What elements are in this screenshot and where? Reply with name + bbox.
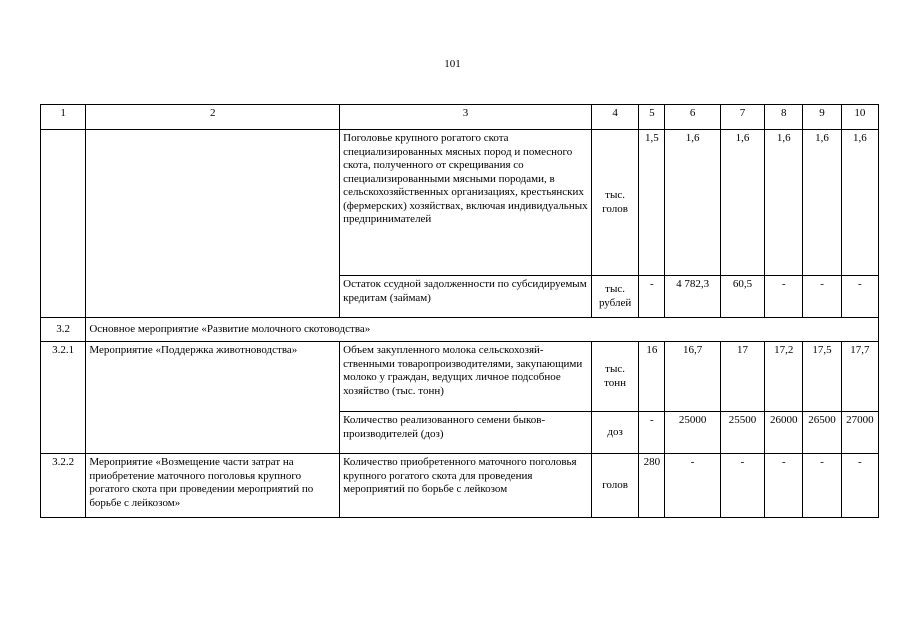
measures-table	[40, 104, 879, 518]
page-number: 101	[444, 58, 461, 70]
number-cell: 3.2	[41, 318, 86, 342]
value-cell: 26500	[803, 412, 841, 454]
value-cell: -	[841, 454, 878, 518]
header-cell: 8	[765, 105, 803, 130]
unit-cell: тыс. голов	[591, 130, 638, 276]
value-cell: 1,6	[841, 130, 878, 276]
value-cell: 4 782,3	[665, 276, 720, 318]
number-cell: 3.2.1	[41, 342, 86, 454]
value-cell: 25000	[665, 412, 720, 454]
value-cell: -	[720, 454, 764, 518]
value-cell: 17,2	[765, 342, 803, 412]
unit-cell: доз	[591, 412, 638, 454]
unit-cell: тыс. тонн	[591, 342, 638, 412]
header-cell: 2	[86, 105, 340, 130]
value-cell: 17,7	[841, 342, 878, 412]
section-title: Основное мероприятие «Развитие молочного скотоводства»	[86, 318, 879, 342]
value-cell: -	[803, 454, 841, 518]
indicator-cell: Объем закупленного молока сельскохозяй-ственными товаропроизводителями, закупающими молоко у граждан, ведущих личное подсобное хозяйство (тыс. тонн)	[340, 342, 592, 412]
header-cell: 5	[639, 105, 665, 130]
value-cell: 17,5	[803, 342, 841, 412]
value-cell: 25500	[720, 412, 764, 454]
header-cell: 4	[591, 105, 638, 130]
unit-cell: тыс. рублей	[591, 276, 638, 318]
value-cell: 1,6	[720, 130, 764, 276]
unit-cell: голов	[591, 454, 638, 518]
table-row	[41, 342, 879, 412]
value-cell: 1,6	[803, 130, 841, 276]
indicator-cell: Количество реализованного семени быков-производителей (доз)	[340, 412, 592, 454]
header-cell: 1	[41, 105, 86, 130]
value-cell: -	[639, 412, 665, 454]
header-row	[41, 105, 879, 130]
value-cell: 1,6	[665, 130, 720, 276]
measure-cell: Мероприятие «Возмещение части затрат на приобретение маточного поголовья крупного рогатого скота при проведении мероприятий по борьбе с лейкозом»	[86, 454, 340, 518]
value-cell: -	[639, 276, 665, 318]
value-cell: 60,5	[720, 276, 764, 318]
indicator-cell: Остаток ссудной задолженности по субсидируемым кредитам (займам)	[340, 276, 592, 318]
indicator-cell: Количество приобретенного маточного поголовья крупного рогатого скота для проведения мероприятий по борьбе с лейкозом	[340, 454, 592, 518]
table-row	[41, 130, 879, 276]
value-cell: 27000	[841, 412, 878, 454]
value-cell: 1,6	[765, 130, 803, 276]
value-cell: -	[765, 454, 803, 518]
value-cell: -	[803, 276, 841, 318]
value-cell: -	[765, 276, 803, 318]
number-cell: 3.2.2	[41, 454, 86, 518]
value-cell: 280	[639, 454, 665, 518]
table-row	[41, 454, 879, 518]
header-cell: 6	[665, 105, 720, 130]
indicator-cell: Поголовье крупного рогатого скота специализированных мясных пород и помесного скота, полученного от скрещивания со специализированными мясными породами, в сельскохозяйственных организациях, крестьянских (фермерских) хозяйствах, включая индивидуальных предпринимателей	[340, 130, 592, 276]
value-cell: 16,7	[665, 342, 720, 412]
header-cell: 3	[340, 105, 592, 130]
measure-cell	[86, 130, 340, 318]
value-cell: -	[665, 454, 720, 518]
section-row	[41, 318, 879, 342]
header-cell: 10	[841, 105, 878, 130]
header-cell: 7	[720, 105, 764, 130]
value-cell: -	[841, 276, 878, 318]
number-cell	[41, 130, 86, 318]
value-cell: 1,5	[639, 130, 665, 276]
header-cell: 9	[803, 105, 841, 130]
measure-cell: Мероприятие «Поддержка животноводства»	[86, 342, 340, 454]
value-cell: 26000	[765, 412, 803, 454]
value-cell: 16	[639, 342, 665, 412]
value-cell: 17	[720, 342, 764, 412]
